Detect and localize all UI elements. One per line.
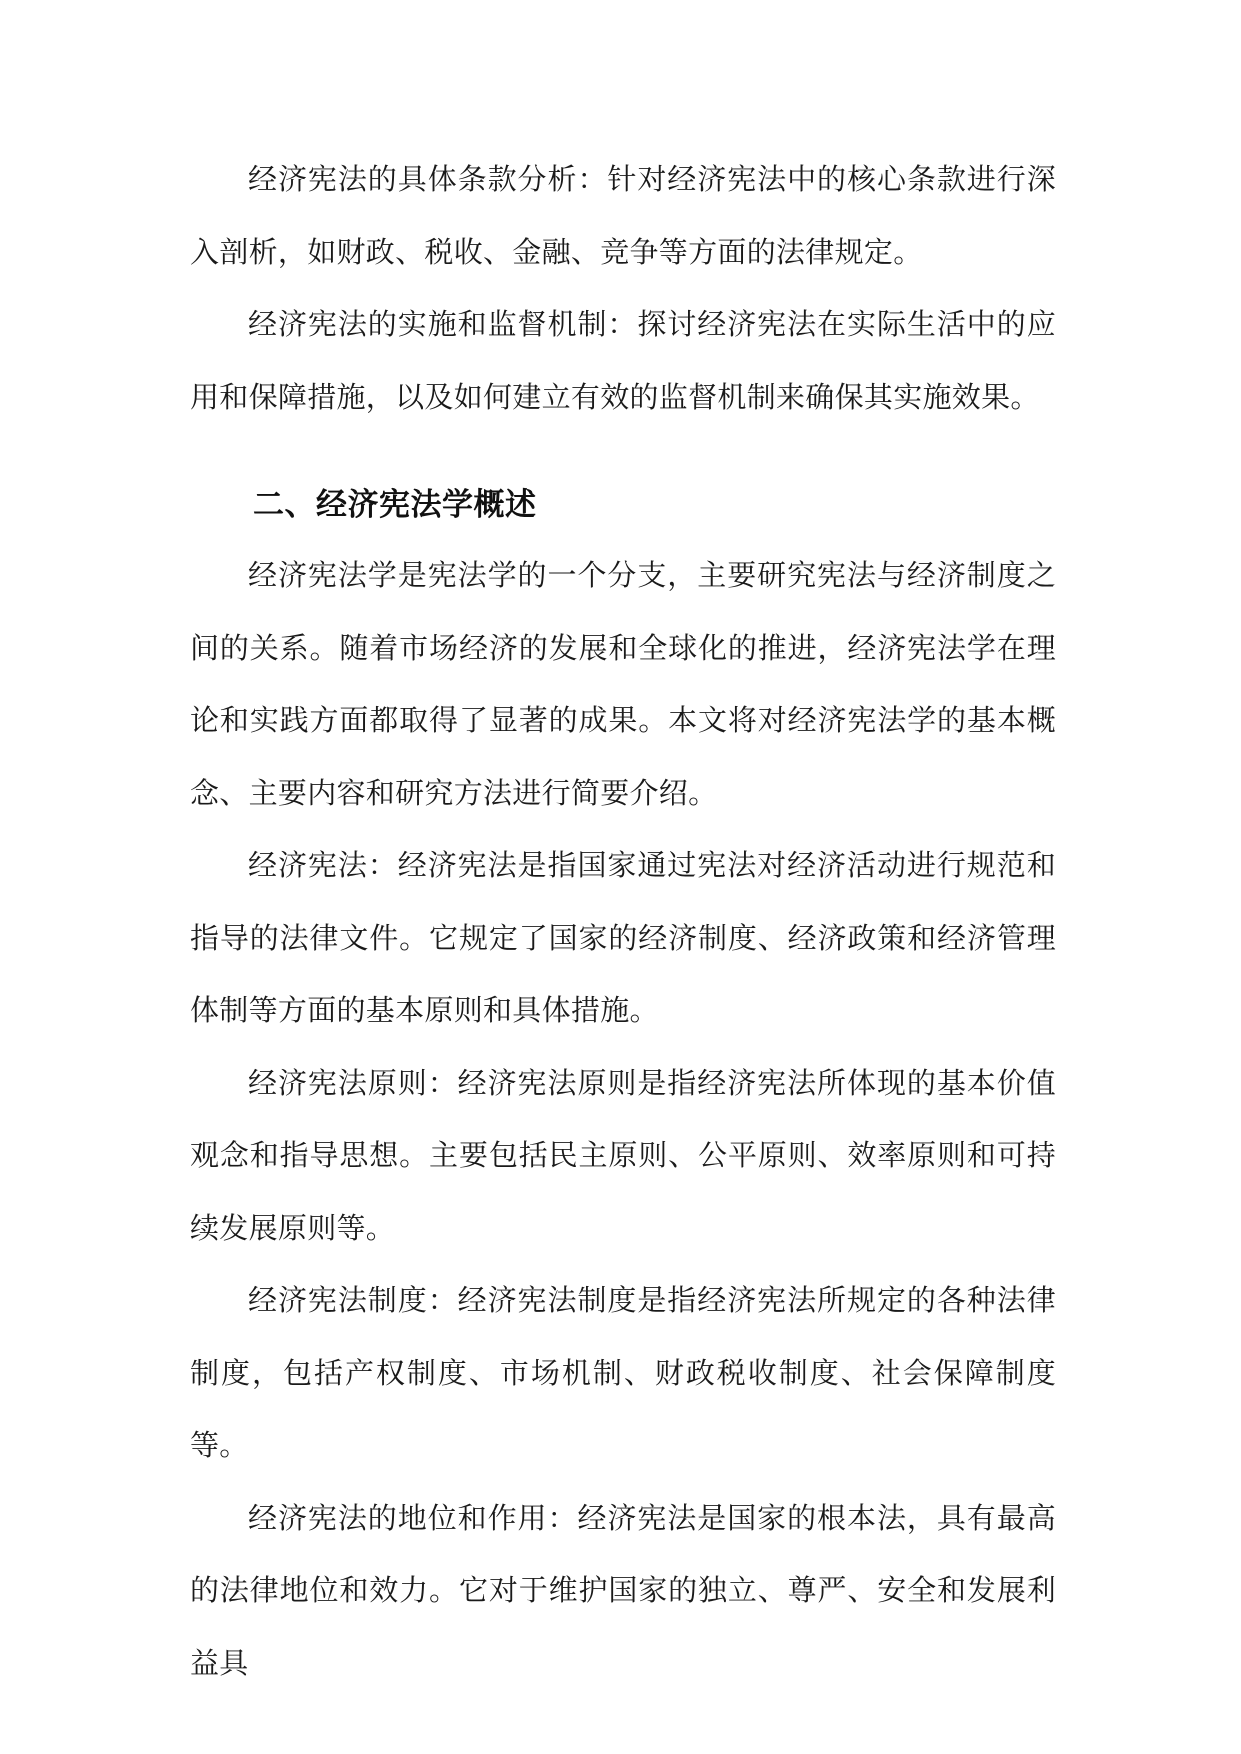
paragraph-principles: 经济宪法原则：经济宪法原则是指经济宪法所体现的基本价值观念和指导思想。主要包括民主原则、公平原则、效率原则和可持续发展原则等。	[190, 1065, 1056, 1245]
paragraph-institutions: 经济宪法制度：经济宪法制度是指经济宪法所规定的各种法律制度，包括产权制度、市场机制、财政税收制度、社会保障制度等。	[190, 1283, 1056, 1462]
section-heading: 二、经济宪法学概述	[253, 487, 537, 523]
document-body	[190, 143, 1056, 1699]
paragraph-status-and-role: 经济宪法的地位和作用：经济宪法是国家的根本法，具有最高的法律地位和效力。它对于维护国家的独立、尊严、安全和发展利益具	[190, 1500, 1056, 1680]
paragraph-economic-constitution-clauses: 经济宪法的具体条款分析：针对经济宪法中的核心条款进行深入剖析，如财政、税收、金融、竞争等方面的法律规定。	[190, 162, 1056, 269]
paragraph-overview: 经济宪法学是宪法学的一个分支，主要研究宪法与经济制度之间的关系。随着市场经济的发展和全球化的推进，经济宪法学在理论和实践方面都取得了显著的成果。本文将对经济宪法学的基本概念、主要内容和研究方法进行简要介绍。	[190, 558, 1056, 810]
paragraph-economic-constitution-definition: 经济宪法：经济宪法是指国家通过宪法对经济活动进行规范和指导的法律文件。它规定了国家的经济制度、经济政策和经济管理体制等方面的基本原则和具体措施。	[190, 848, 1056, 1027]
paragraph-implementation-supervision: 经济宪法的实施和监督机制：探讨经济宪法在实际生活中的应用和保障措施，以及如何建立有效的监督机制来确保其实施效果。	[190, 307, 1056, 414]
